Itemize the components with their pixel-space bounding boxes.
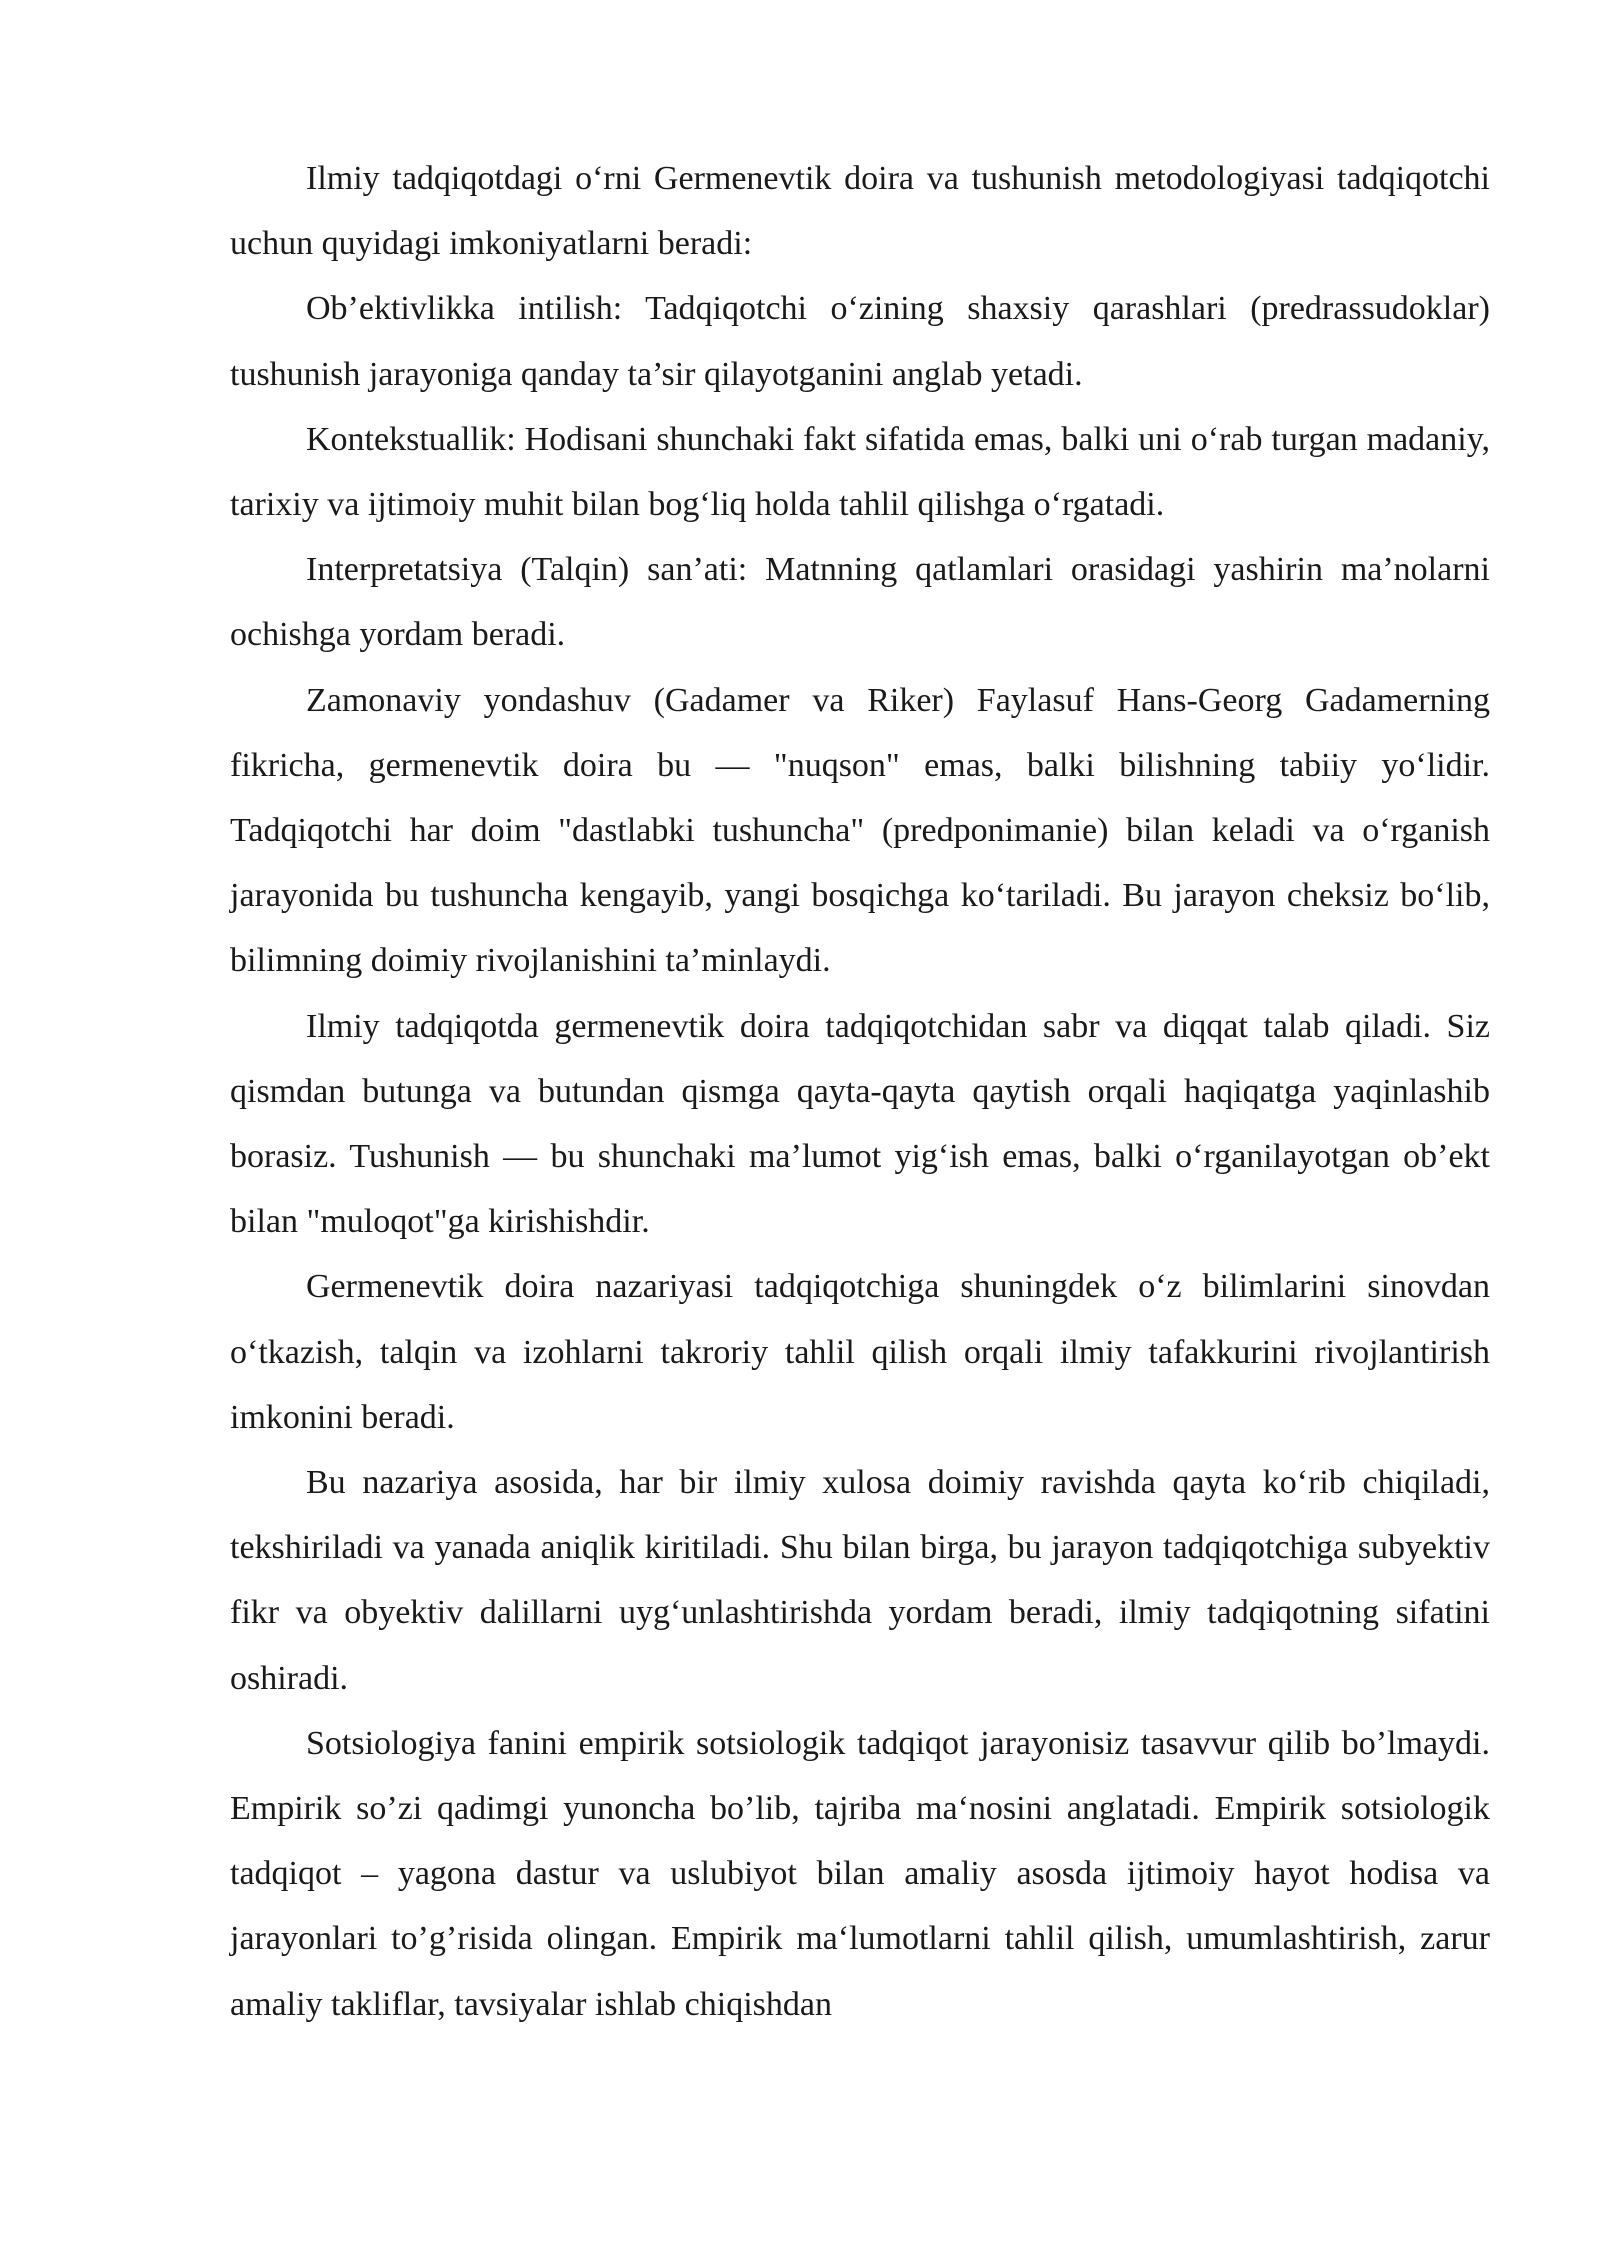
paragraph-empirical-sociology: Sotsiologiya fanini empirik sotsiologik tadqiqot jarayonisiz tasavvur qilib bo’lmaydi. Empirik so’zi qadimgi yunoncha bo’lib, tajriba ma‘nosini anglatadi. Empirik sotsiologik tadqiqot – yagona dastur va uslubiyot bilan amaliy asosda ijtimoiy hayot hodisa va jarayonlari to’g’risida olingan. Empirik ma‘lumotlarni tahlil qilish, umumlashtirish, zarur amaliy takliflar, tavsiyalar ishlab chiqishdan [230, 1724, 1490, 2023]
paragraph-interpretation: Interpretatsiya (Talqin) san’ati: Matnning qatlamlari orasidagi yashirin ma’nolarni ochishga yordam beradi. [230, 551, 1490, 654]
paragraph-role-in-research: Ilmiy tadqiqotdagi o‘rni Germenevtik doira va tushunish metodologiyasi tadqiqotchi uchun quyidagi imkoniyatlarni beradi: [230, 160, 1490, 263]
document-body [230, 146, 1490, 2037]
paragraph-objectivity: Ob’ektivlikka intilish: Tadqiqotchi o‘zining shaxsiy qarashlari (predrassudoklar) tushunish jarayoniga qanday ta’sir qilayotganini anglab yetadi. [230, 290, 1490, 393]
paragraph-contextuality: Kontekstuallik: Hodisani shunchaki fakt sifatida emas, balki uni o‘rab turgan madaniy, tarixiy va ijtimoiy muhit bilan bog‘liq holda tahlil qilishga o‘rgatadi. [230, 420, 1490, 524]
paragraph-modern-approach: Zamonaviy yondashuv (Gadamer va Riker) Faylasuf Hans-Georg Gadamerning fikricha, germenevtik doira bu — "nuqson" emas, balki bilishning tabiiy yo‘lidir. Tadqiqotchi har doim "dastlabki tushuncha" (predponimanie) bilan keladi va o‘rganish jarayonida bu tushuncha kengayib, yangi bosqichga ko‘tariladi. Bu jarayon cheksiz bo‘lib, bilimning doimiy rivojlanishini ta’minlaydi. [230, 681, 1490, 980]
paragraph-testing-knowledge: Germenevtik doira nazariyasi tadqiqotchiga shuningdek o‘z bilimlarini sinovdan o‘tkazish, talqin va izohlarni takroriy tahlil qilish orqali ilmiy tafakkurini rivojlantirish imkonini beradi. [230, 1268, 1490, 1436]
paragraph-conclusion-review: Bu nazariya asosida, har bir ilmiy xulosa doimiy ravishda qayta ko‘rib chiqiladi, tekshiriladi va yanada aniqlik kiritiladi. Shu bilan birga, bu jarayon tadqiqotchiga subyektiv fikr va obyektiv dalillarni uyg‘unlashtirishda yordam beradi, ilmiy tadqiqotning sifatini oshiradi. [230, 1464, 1490, 1697]
paragraph-patience-attention: Ilmiy tadqiqotda germenevtik doira tadqiqotchidan sabr va diqqat talab qiladi. Siz qismdan butunga va butundan qismga qayta-qayta qaytish orqali haqiqatga yaqinlashib borasiz. Tushunish — bu shunchaki ma’lumot yig‘ish emas, balki o‘rganilayotgan ob’ekt bilan "muloqot"ga kirishishdir. [230, 1007, 1490, 1241]
